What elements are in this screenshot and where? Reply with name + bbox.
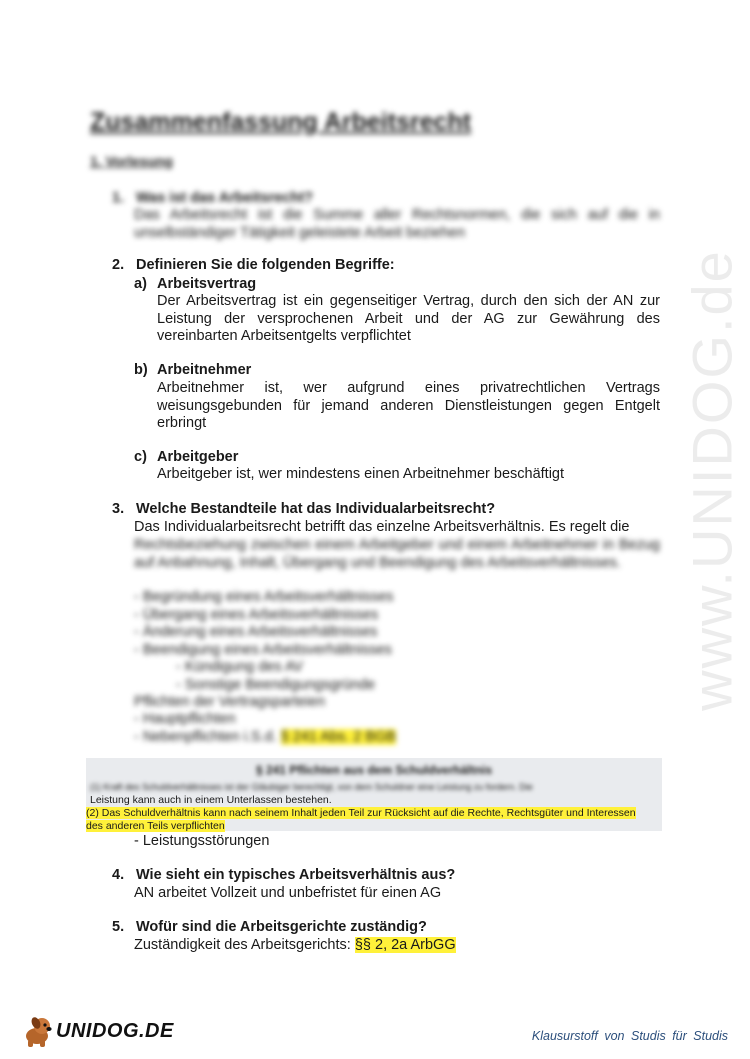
main-duties: - Hauptpflichten [134,711,236,727]
term-a-label: a) [134,276,147,292]
law-quote-paragraph-1: (1) Kraft des Schuldverhältnisses ist der Gläubiger berechtigt, von dem Schuldner eine Leistung zu fordern. Die [90,782,533,792]
footer-tagline: Klausurstoff von Studis für Studis [531,1029,728,1043]
question-5 [112,919,427,935]
question-4 [112,867,455,883]
page-title: Zusammenfassung Arbeitsrecht [90,108,472,136]
term-b-title: Arbeitnehmer [157,362,252,378]
unidog-logo[interactable] [22,1014,174,1048]
question-4-text: Wie sieht ein typisches Arbeitsverhältnis aus? [136,867,456,883]
side-duties-text: - Nebenpflichten i.S.d. [134,729,277,745]
question-2-text: Definieren Sie die folgenden Begriffe: [136,257,395,273]
side-duties [134,729,396,745]
list-item: - Begründung eines Arbeitsverhältnisses [134,589,394,605]
term-b-definition: Arbeitnehmer ist, wer aufgrund eines privatrechtlichen Vertrags weisungsgebunden für jemand anderen Dienstleistungen gegen Entgelt erbringt [157,380,660,431]
term-c-title: Arbeitgeber [157,449,239,465]
arbgg-reference: §§ 2, 2a ArbGG [354,937,456,953]
term-a [134,276,256,292]
question-5-number: 5. [112,919,125,935]
law-quote-paragraph-2 [86,807,646,832]
term-a-title: Arbeitsvertrag [157,276,257,292]
question-3-number: 3. [112,501,125,517]
last-list-item: - Leistungsstörungen [134,833,270,849]
term-b [134,362,251,378]
question-4-number: 4. [112,867,125,883]
dog-icon [22,1014,56,1048]
question-1-text: Was ist das Arbeitsrecht? [136,190,314,206]
logo-text: UNIDOG.DE [56,1020,174,1042]
answer-5-text: Zuständigkeit des Arbeitsgerichts: [134,937,351,953]
term-c-definition: Arbeitgeber ist, wer mindestens einen Arbeitnehmer beschäftigt [157,466,565,482]
answer-1: Das Arbeitsrecht ist die Summe aller Rechtsnormen, die sich auf die in unselbständiger Tätigkeit geleistete Arbeit beziehen [134,207,660,241]
answer-3-first-line: Das Individualarbeitsrecht betrifft das einzelne Arbeitsverhältnis. Es regelt die [134,519,630,534]
bgb-reference: § 241 Abs. 2 BGB [280,729,396,745]
term-c-label: c) [134,449,147,465]
term-b-label: b) [134,362,148,378]
question-1 [112,190,313,206]
answer-4: AN arbeitet Vollzeit und unbefristet für einen AG [134,885,442,901]
question-3 [112,501,495,517]
answer-5 [134,937,456,953]
answer-3-body: Rechtsbeziehung zwischen einem Arbeitgeber und einem Arbeitnehmer in Bezug auf Anbahnung, Inhalt, Übergang und Beendigung des Arbeitsverhältnisses. [134,537,660,571]
sub-list-item: - Kündigung des AV [176,659,304,675]
list-item: - Beendigung eines Arbeitsverhältnisses [134,642,392,658]
sub-list-item: - Sonstige Beendigungsgründe [176,677,376,693]
duties-heading: Pflichten der Vertragsparteien [134,694,326,710]
question-1-number: 1. [112,190,125,206]
question-5-text: Wofür sind die Arbeitsgerichte zuständig? [136,919,427,935]
term-c [134,449,238,465]
term-a-definition: Der Arbeitsvertrag ist ein gegenseitiger Vertrag, durch den sich der AN zur Leistung der versprochenen Arbeit und der AG zur Gewährung des vereinbarten Arbeitsentgelts verpflichtet [157,293,660,344]
question-2 [112,257,395,273]
list-item: - Änderung eines Arbeitsverhältnisses [134,624,378,640]
law-quote-heading: § 241 Pflichten aus dem Schuldverhältnis [255,763,493,777]
section-subtitle: 1. Vorlesung [90,153,173,169]
watermark: www.UNIDOG.de [680,249,744,711]
question-3-text: Welche Bestandteile hat das Individualarbeitsrecht? [136,501,496,517]
question-2-number: 2. [112,257,125,273]
law-quote-paragraph-2-text: (2) Das Schuldverhältnis kann nach seinem Inhalt jeden Teil zur Rücksicht auf die Rechte, Rechtsgüter und Interessen des anderen Teils verpflichten [86,807,636,832]
law-quote-paragraph-1-cont: Leistung kann auch in einem Unterlassen bestehen. [90,794,332,806]
list-item: - Übergang eines Arbeitsverhältnisses [134,607,379,623]
